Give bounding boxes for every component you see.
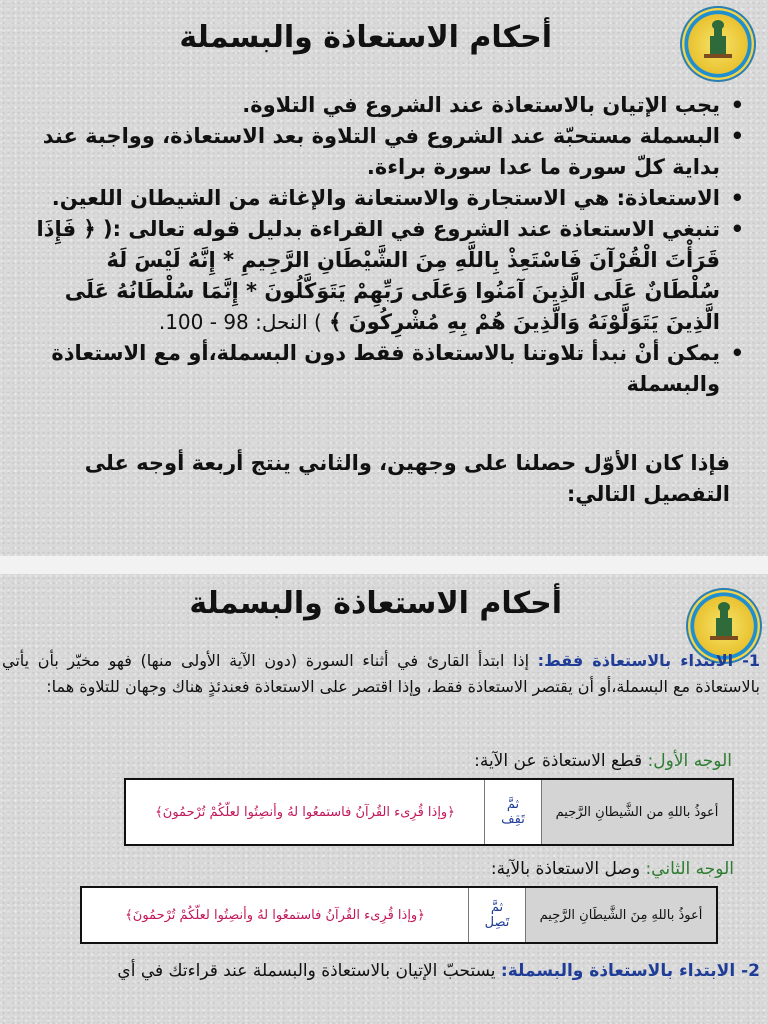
verse-cell: ﴿وإذا قُرِىء القُرآنُ فاستمعُوا لهُ وأنصِتُوا لعلّكُمْ تُرْحمُونَ﴾ (126, 780, 484, 844)
paragraph-2-text: يستحبّ الإتيان بالاستعاذة والبسملة عند قراءتك في أي (117, 961, 501, 981)
isti3adha-cell: أعوذُ باللهِ من الشَّيطانِ الرَّجيم (541, 780, 732, 844)
verse-cell: ﴿وإذا قُرِىء القُرآنُ فاستمعُوا لهُ وأنصِتُوا لعلّكُمْ تُرْحمُونَ﴾ (82, 888, 468, 942)
bullet-item: • يجب الإتيان بالاستعاذة عند الشروع في التلاوة. (24, 90, 746, 121)
wajh-2-label: الوجه الثاني: (645, 859, 734, 879)
paragraph-1-text: إذا ابتدأ القارئ في أثناء السورة (دون الآية الأولى منها) فهو مخيّر بأن يأتي بالاستعاذة مع البسملة،أو أن يقتصر الاستعاذة فقط، وإذا اقتصر على الاستعاذة فعندئذٍ هناك وجهان للتلاوة هما: (2, 651, 760, 696)
paragraph-2 (2, 956, 760, 986)
wajh-1-text: قطع الاستعاذة عن الآية: (474, 751, 648, 771)
recitation-box-2 (80, 886, 718, 944)
connector-top: ثمَّ (506, 797, 520, 812)
bullet4-intro: تنبغي الاستعاذة عند الشروع في القراءة بدليل قوله تعالى :( (103, 217, 720, 241)
conclusion-text: فإذا كان الأوّل حصلنا على وجهين، والثاني ينتج أربعة أوجه على التفصيل التالي: (84, 451, 730, 506)
wajh-2-text: وصل الاستعاذة بالآية: (490, 859, 646, 879)
page-title-2: أحكام الاستعاذة والبسملة (189, 586, 562, 621)
wajh-1-label: الوجه الأول: (647, 751, 732, 771)
slide-divider (0, 556, 768, 574)
paragraph-1 (2, 648, 760, 700)
bullet-item-verse (24, 214, 746, 338)
connector-top: ثمَّ (490, 900, 504, 915)
paragraph-1-label: 1- الابتداء بالاستعاذة فقط: (537, 651, 761, 670)
bullet-item: • البسملة مستحبّة عند الشروع في التلاوة بعد الاستعاذة، وواجبة عند بداية كلّ سورة ما عدا سورة براءة. (24, 121, 746, 183)
connector-bottom: تَقِف (501, 812, 525, 827)
connector-cell (484, 780, 541, 844)
bullet-list (24, 90, 746, 400)
verse-reference: ) النحل: 98 - 100. (158, 310, 322, 334)
quran-verse: ﴿ فَإِذَا قَرَأْتَ الْقُرْآنَ فَاسْتَعِذْ بِاللَّهِ مِنَ الشَّيْطَانِ الرَّجِيمِ * إِنَّهُ لَيْسَ لَهُ سُلْطَانٌ عَلَى الَّذِينَ آمَنُوا وَعَلَى رَبِّهِمْ يَتَوَكَّلُونَ * إِنَّمَا سُلْطَانُهُ عَلَى الَّذِينَ يَتَوَلَّوْنَهُ وَالَّذِينَ هُمْ بِهِ مُشْرِكُونَ ﴾ (36, 217, 720, 334)
connector-bottom: تَصِل (484, 915, 510, 930)
recitation-box-1 (124, 778, 734, 846)
isti3adha-cell: أعوذُ باللهِ مِنَ الشَّيطَانِ الرَّجِيم (525, 888, 716, 942)
wajh-1-line (474, 748, 732, 774)
wajh-2-line (491, 856, 734, 882)
emblem-logo (680, 6, 756, 82)
bullet-item: • الاستعاذة: هي الاستجارة والاستعانة والإغاثة من الشيطان اللعين. (24, 183, 746, 214)
emblem-icon (680, 6, 756, 82)
slide-2 (0, 574, 768, 1024)
connector-cell (468, 888, 525, 942)
bullet-item: • يمكن أنْ نبدأ تلاوتنا بالاستعاذة فقط دون البسملة،أو مع الاستعاذة والبسملة (24, 338, 746, 400)
paragraph-2-label: 2- الابتداء بالاستعاذة والبسملة: (500, 961, 760, 981)
page-title: أحكام الاستعاذة والبسملة (179, 20, 552, 55)
